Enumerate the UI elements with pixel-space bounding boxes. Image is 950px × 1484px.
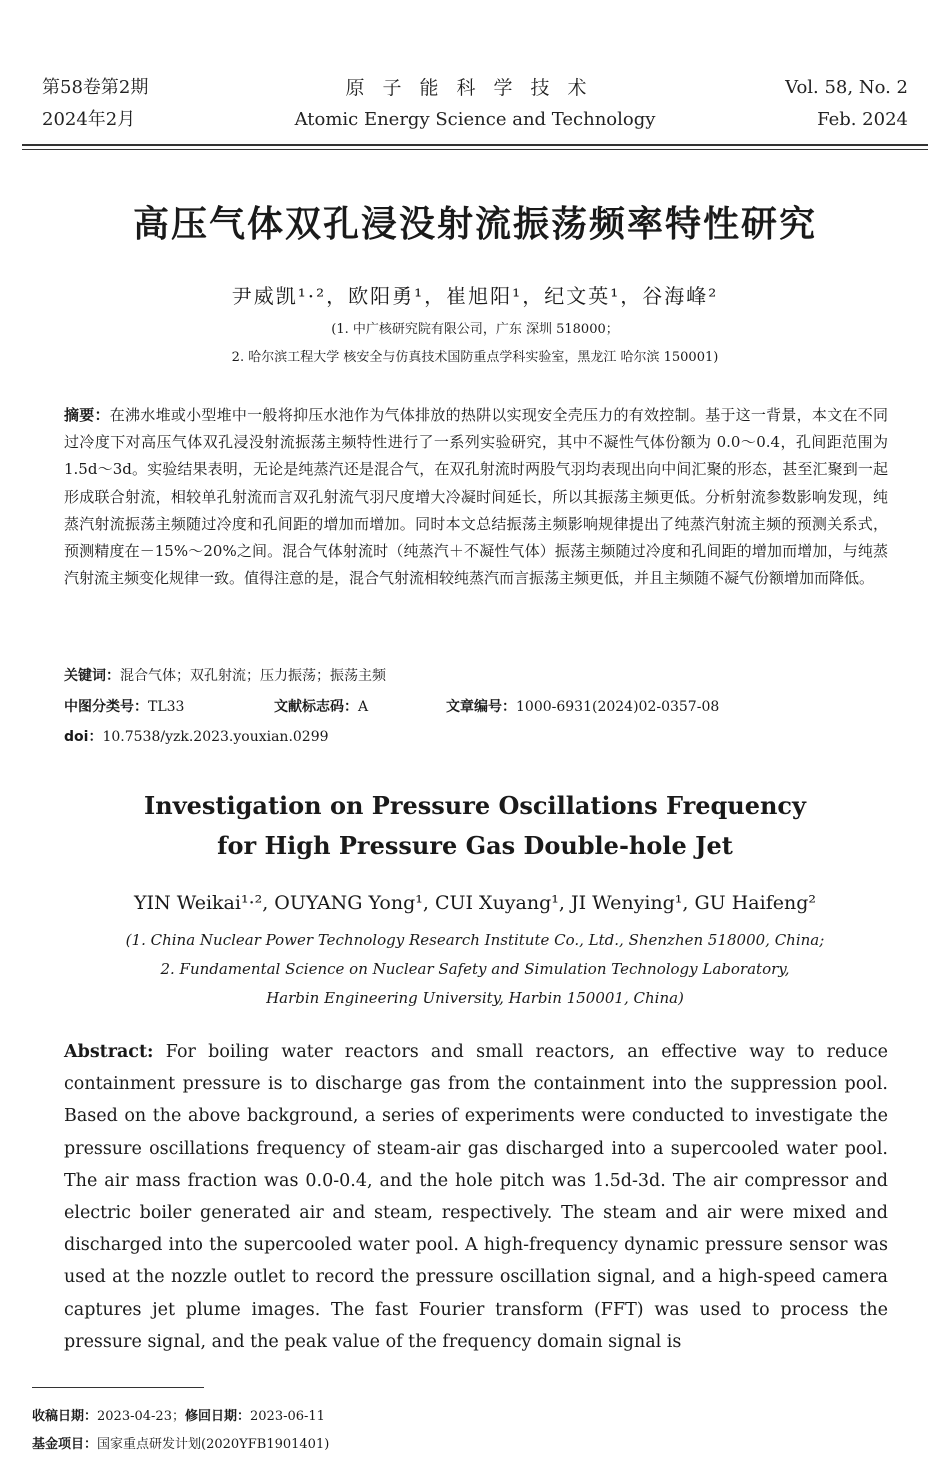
abstract-cn-text: 在沸水堆或小型堆中一般将抑压水池作为气体排放的热阱以实现安全壳压力的有效控制。基于这一背景，本文在不同过冷度下对高压气体双孔浸没射流振荡主频特性进行了一系列实验研究，其中不凝性气体份额为 0.0～0.4，孔间距范围为 1.5d～3d。实验结果表明，无论是纯蒸汽还是混合气，在双孔射流时两股气羽均表现出向中间汇聚的形态，甚至汇聚到一起形成联合射流，相较单孔射流而言双孔射流气羽尺度增大冷凝时间延长，所以其振荡主频更低。分析射流参数影响发现，纯蒸汽射流振荡主频随过冷度和孔间距的增加而增加。同时本文总结振荡主频影响规律提出了纯蒸汽射流主频的预测关系式，预测精度在－15%～20%之间。混合气体射流时（纯蒸汽＋不凝性气体）振荡主频随过冷度和孔间距的增加而增加，与纯蒸汽射流主频变化规律一致。值得注意的是，混合气射流相较纯蒸汽而言振荡主频更低，并且主频随不凝气份额增加而降低。 (64, 406, 888, 588)
date-en: Feb. 2024 (817, 109, 908, 130)
article-no-value: 1000-6931(2024)02-0357-08 (516, 699, 720, 715)
fund-value: 国家重点研发计划(2020YFB1901401) (97, 1437, 330, 1452)
volume-issue-en: Vol. 58, No. 2 (785, 77, 908, 98)
affiliations-en (40, 926, 910, 1013)
received-value: 2023-04-23； (97, 1409, 185, 1424)
doi-label: doi： (64, 729, 103, 745)
received-label: 收稿日期： (32, 1409, 98, 1424)
abstract-en-text: For boiling water reactors and small reactors, an effective way to reduce containment pressure is to discharge gas from the containment into the suppression pool. Based on the above background, a series of experiments were conducted to investigate the pressure oscillations frequency of steam-air gas discharged into a supercooled water pool. The air mass fraction was 0.0-0.4, and the hole pitch was 1.5d-3d. The air compressor and electric boiler generated air and steam, respectively. The steam and air were mixed and discharged into the supercooled water pool. A high-frequency dynamic pressure sensor was used at the nozzle outlet to record the pressure oscillation signal, and a high-speed camera captures jet plume images. The fast Fourier transform (FFT) was used to process the pressure signal, and the peak value of the frequency domain signal is (64, 1042, 888, 1352)
revised-label: 修回日期： (184, 1409, 250, 1424)
header-left (42, 72, 262, 136)
footnote-dates (32, 1406, 325, 1428)
header-right (688, 72, 908, 136)
authors-en: YIN Weikai¹·², OUYANG Yong¹, CUI Xuyang¹, JI Wenying¹, GU Haifeng² (134, 892, 816, 914)
affiliation-en-1: (1. China Nuclear Power Technology Research Institute Co., Ltd., Shenzhen 518000, China; (125, 931, 825, 949)
doi-row (64, 724, 888, 751)
paper-title-en (40, 786, 910, 866)
article-no-label: 文章编号： (446, 699, 516, 715)
keywords-label: 关键词： (64, 668, 120, 684)
journal-name-en: Atomic Energy Science and Technology (294, 109, 656, 130)
clc-item (64, 694, 274, 721)
abstract-cn (64, 402, 888, 592)
keywords-cn (64, 663, 888, 690)
article-no-item (446, 694, 719, 721)
paper-title-en-line1: Investigation on Pressure Oscillations Frequency (144, 791, 806, 820)
classification-row (64, 694, 888, 721)
header-rule-thick (22, 144, 928, 146)
clc-value: TL33 (148, 699, 185, 715)
affiliation-cn-2: 2. 哈尔滨工程大学 核安全与仿真技术国防重点学科实验室，黑龙江 哈尔滨 150001) (231, 350, 719, 365)
volume-issue-cn: 第58卷第2期 (42, 77, 149, 98)
paper-title-en-line2: for High Pressure Gas Double-hole Jet (217, 831, 733, 860)
header-rule-thin (22, 149, 928, 150)
doi-value: 10.7538/yzk.2023.youxian.0299 (102, 729, 329, 745)
abstract-en (64, 1036, 888, 1358)
doc-code-item (274, 694, 446, 721)
affiliation-cn-1: (1. 中广核研究院有限公司，广东 深圳 518000； (331, 322, 619, 337)
affiliation-en-2: 2. Fundamental Science on Nuclear Safety and Simulation Technology Laboratory, (160, 960, 790, 978)
date-cn: 2024年2月 (42, 109, 136, 130)
footnote-fund (32, 1434, 329, 1456)
header-center (250, 72, 700, 136)
revised-value: 2023-06-11 (250, 1409, 325, 1424)
affiliations-cn (40, 316, 910, 372)
doc-code-value: A (358, 699, 369, 715)
clc-label: 中图分类号： (64, 699, 148, 715)
doc-code-label: 文献标志码： (274, 699, 358, 715)
affiliation-en-3: Harbin Engineering University, Harbin 150001, China) (266, 989, 684, 1007)
abstract-cn-label: 摘要： (64, 406, 110, 424)
keywords-text: 混合气体；双孔射流；压力振荡；振荡主频 (120, 668, 386, 684)
abstract-en-label: Abstract: (64, 1042, 154, 1062)
fund-label: 基金项目： (32, 1437, 98, 1452)
journal-name-cn: 原子能科学技术 (345, 77, 605, 99)
authors-cn: 尹威凯¹·²，欧阳勇¹，崔旭阳¹，纪文英¹，谷海峰² (231, 284, 719, 308)
footnote-rule (32, 1387, 204, 1388)
paper-title-cn: 高压气体双孔浸没射流振荡频率特性研究 (132, 204, 817, 245)
